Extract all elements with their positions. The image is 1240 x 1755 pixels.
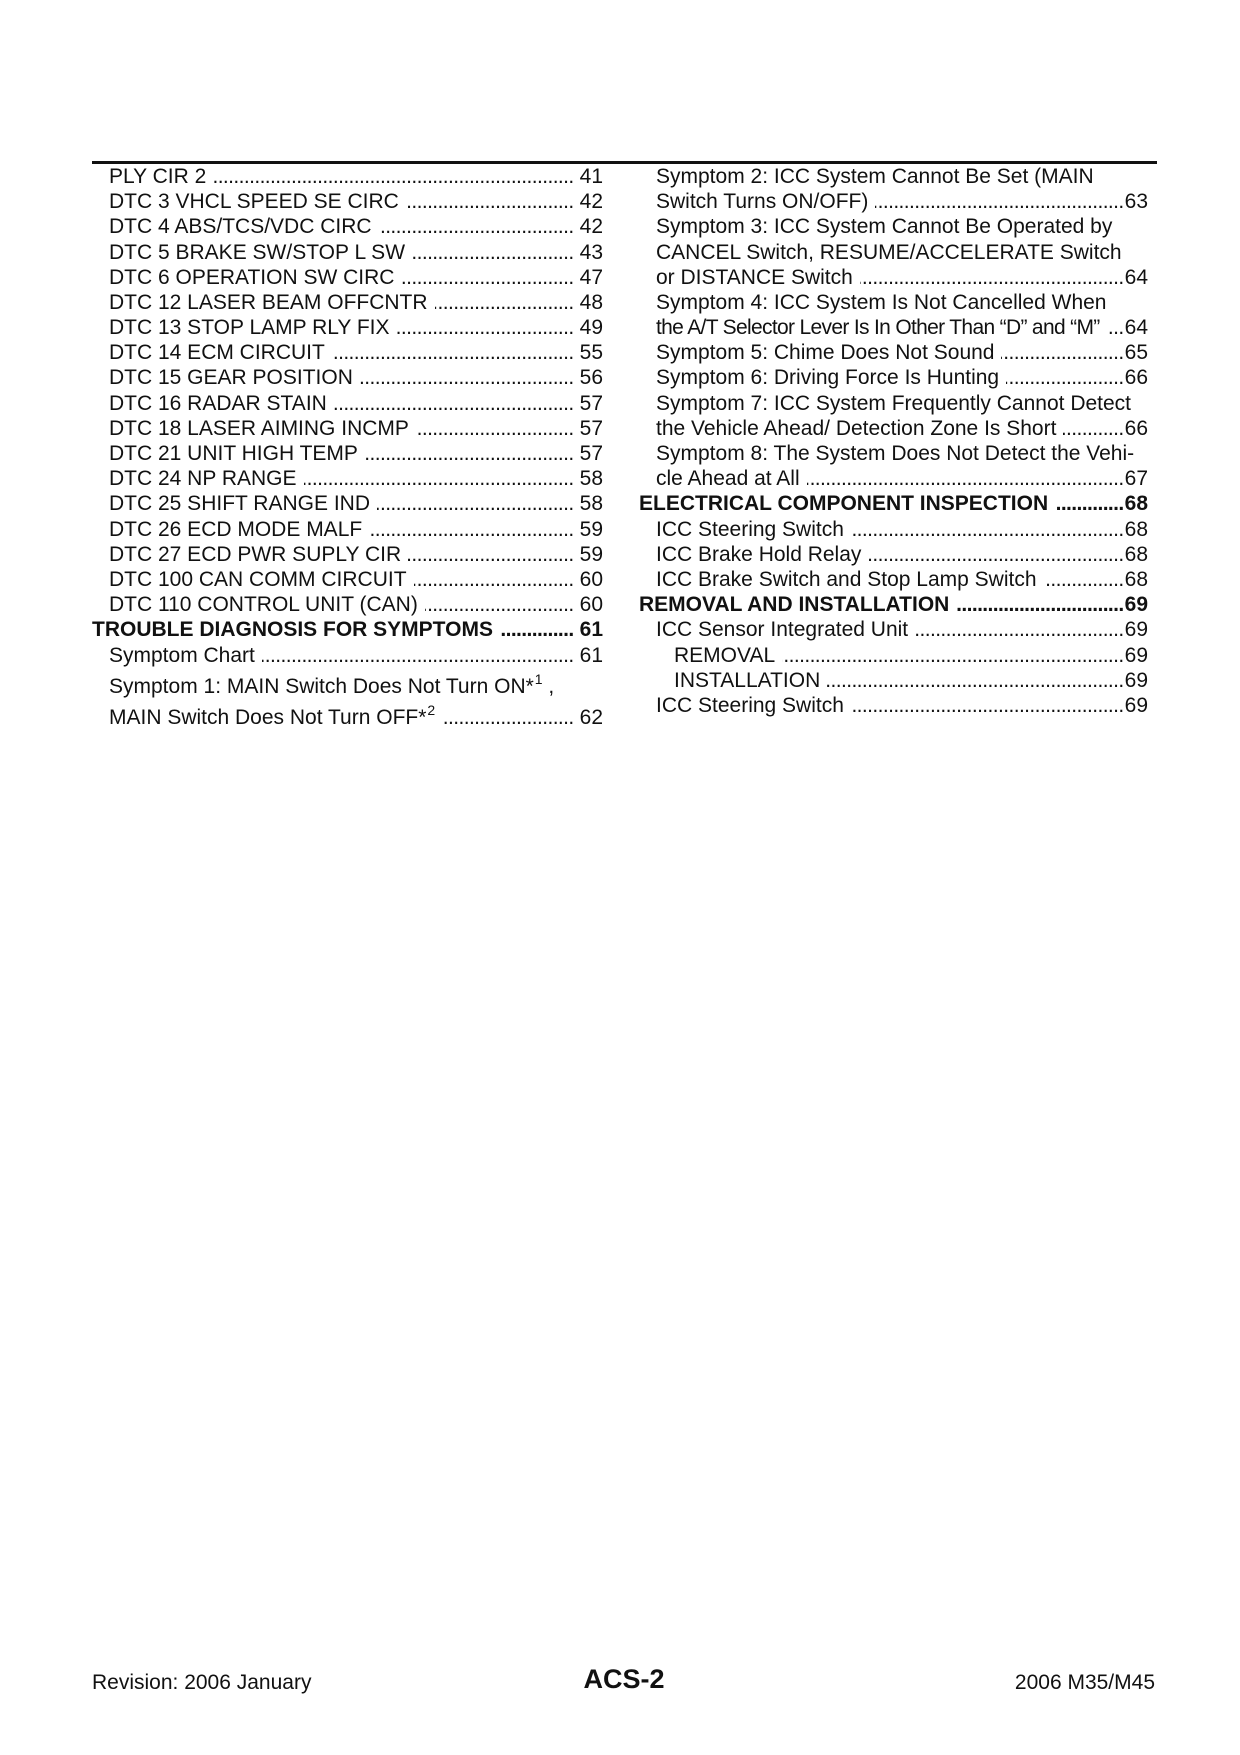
toc-entry-page: 42 bbox=[579, 215, 603, 239]
toc-entry-line bbox=[109, 214, 603, 239]
toc-entry-title: ICC Sensor Integrated Unit bbox=[656, 618, 909, 642]
toc-entry-page: 57 bbox=[579, 391, 603, 415]
toc-entry-title: DTC 3 VHCL SPEED SE CIRC bbox=[109, 190, 399, 214]
toc-entry-line bbox=[109, 567, 603, 592]
toc-entry-page: 68 bbox=[1124, 517, 1148, 541]
toc-entry[interactable] bbox=[92, 441, 603, 466]
toc-entry-line bbox=[109, 416, 603, 441]
toc-entry-page: 59 bbox=[579, 517, 603, 541]
dot-leader bbox=[406, 189, 574, 214]
toc-entry-line bbox=[109, 668, 603, 699]
dot-leader bbox=[332, 340, 574, 365]
toc-entry-line bbox=[656, 466, 1148, 491]
toc-entry-page: 41 bbox=[579, 164, 603, 188]
toc-entry-line bbox=[109, 542, 603, 567]
dot-leader bbox=[377, 491, 574, 516]
toc-entry[interactable] bbox=[92, 189, 603, 214]
toc-entry-line bbox=[656, 542, 1148, 567]
toc-entry-line bbox=[109, 240, 603, 265]
toc-entry-line bbox=[109, 366, 603, 391]
dot-leader bbox=[851, 517, 1124, 542]
toc-entry-page: 67 bbox=[1124, 467, 1148, 491]
toc-entry-title: DTC 16 RADAR STAIN bbox=[109, 391, 327, 415]
dot-leader bbox=[360, 365, 574, 390]
toc-entry-text: Symptom 1: MAIN Switch Does Not Turn ON* bbox=[109, 674, 534, 698]
toc-entry-page: 68 bbox=[1124, 567, 1148, 591]
toc-entry-page: 63 bbox=[1124, 190, 1148, 214]
toc-entry-page: 65 bbox=[1124, 341, 1148, 365]
toc-entry-title: DTC 24 NP RANGE bbox=[109, 467, 297, 491]
toc-entry-line bbox=[109, 466, 603, 491]
toc-entry[interactable] bbox=[92, 164, 603, 189]
toc-entry-line bbox=[656, 164, 1148, 189]
toc-entry-title: ICC Steering Switch bbox=[656, 517, 844, 541]
toc-entry-title: Symptom 4: ICC System Is Not Cancelled When bbox=[656, 290, 1107, 314]
footnote-marker: 1 bbox=[534, 670, 543, 687]
toc-entry-page: 62 bbox=[579, 705, 603, 729]
dot-leader bbox=[868, 542, 1123, 567]
dot-leader bbox=[500, 617, 574, 642]
toc-entry[interactable] bbox=[639, 668, 1148, 693]
toc-entry-title: DTC 13 STOP LAMP RLY FIX bbox=[109, 316, 390, 340]
toc-entry-line bbox=[109, 315, 603, 340]
dot-leader bbox=[851, 693, 1124, 718]
toc-entry-line bbox=[656, 214, 1148, 239]
toc-entry-line bbox=[674, 643, 1148, 668]
dot-leader bbox=[379, 214, 574, 239]
toc-entry-title: cle Ahead at All bbox=[656, 467, 800, 491]
toc-entry-page: 69 bbox=[1124, 618, 1148, 642]
dot-leader bbox=[1063, 416, 1123, 441]
toc-entry[interactable] bbox=[639, 643, 1148, 668]
dot-leader bbox=[807, 466, 1124, 491]
dot-leader bbox=[915, 617, 1124, 642]
toc-entry[interactable] bbox=[92, 592, 603, 617]
toc-entry-line bbox=[109, 441, 603, 466]
toc-entry[interactable] bbox=[92, 542, 603, 567]
toc-entry[interactable] bbox=[639, 340, 1148, 365]
toc-entry-title: Symptom 7: ICC System Frequently Cannot Detect bbox=[656, 391, 1132, 415]
toc-entry[interactable] bbox=[639, 441, 1148, 491]
toc-entry[interactable] bbox=[92, 466, 603, 491]
toc-entry-page: 66 bbox=[1124, 366, 1148, 390]
toc-entry-page: 69 bbox=[1124, 668, 1148, 692]
toc-entry-title: ICC Brake Hold Relay bbox=[656, 542, 862, 566]
toc-entry-page: 43 bbox=[579, 240, 603, 264]
toc-entry-title: Symptom 6: Driving Force Is Hunting bbox=[656, 366, 1000, 390]
toc-entry[interactable] bbox=[92, 643, 603, 668]
toc-entry-title: or DISTANCE Switch bbox=[656, 265, 853, 289]
dot-leader bbox=[425, 592, 574, 617]
toc-entry-title: DTC 15 GEAR POSITION bbox=[109, 366, 353, 390]
toc-entry-page: 59 bbox=[579, 542, 603, 566]
toc-entry[interactable] bbox=[639, 214, 1148, 290]
toc-entry-line bbox=[656, 240, 1148, 265]
toc-entry[interactable] bbox=[92, 214, 603, 239]
dot-leader bbox=[860, 265, 1124, 290]
toc-entry-title: DTC 5 BRAKE SW/STOP L SW bbox=[109, 240, 406, 264]
dot-leader bbox=[956, 592, 1123, 617]
toc-entry-page: 64 bbox=[1124, 316, 1148, 340]
revision-label: Revision: 2006 January bbox=[92, 1671, 312, 1694]
toc-entry-line bbox=[109, 340, 603, 365]
toc-entry-line bbox=[92, 617, 603, 642]
toc-entry-title: DTC 26 ECD MODE MALF bbox=[109, 517, 363, 541]
toc-entry-line bbox=[656, 290, 1148, 315]
toc-entry-title: ICC Brake Switch and Stop Lamp Switch bbox=[656, 567, 1037, 591]
toc-entry-line bbox=[656, 265, 1148, 290]
toc-entry-title: Symptom 3: ICC System Cannot Be Operated by bbox=[656, 215, 1113, 239]
dot-leader bbox=[397, 315, 574, 340]
toc-entry-line bbox=[639, 491, 1148, 516]
toc-entry-text: MAIN Switch Does Not Turn OFF* bbox=[109, 705, 427, 729]
toc-entry-line bbox=[656, 340, 1148, 365]
toc-entry-line bbox=[109, 290, 603, 315]
toc-entry-page: 47 bbox=[579, 265, 603, 289]
toc-entry-title: DTC 100 CAN COMM CIRCUIT bbox=[109, 567, 407, 591]
toc-entry-line bbox=[109, 391, 603, 416]
dot-leader bbox=[408, 542, 574, 567]
toc-entry[interactable] bbox=[92, 265, 603, 290]
toc-entry[interactable] bbox=[639, 366, 1148, 391]
toc-entry-line bbox=[656, 391, 1148, 416]
toc-entry-title: DTC 110 CONTROL UNIT (CAN) bbox=[109, 593, 418, 617]
dot-leader bbox=[1006, 365, 1124, 390]
toc-entry-title: the A/T Selector Lever Is In Other Than “D” and “M” bbox=[656, 316, 1100, 340]
dot-leader bbox=[334, 391, 574, 416]
page-id: ACS-2 bbox=[583, 1664, 665, 1694]
dot-leader bbox=[435, 290, 574, 315]
dot-leader bbox=[1044, 567, 1124, 592]
toc-entry-page: 58 bbox=[579, 492, 603, 516]
toc-entry-title: ICC Steering Switch bbox=[656, 693, 844, 717]
toc-entry-line bbox=[656, 366, 1148, 391]
toc-entry-page: 49 bbox=[579, 316, 603, 340]
toc-entry-title: INSTALLATION bbox=[674, 668, 821, 692]
toc-entry[interactable] bbox=[92, 290, 603, 315]
toc-entry-page: 56 bbox=[579, 366, 603, 390]
toc-entry-title bbox=[109, 670, 555, 699]
toc-entry[interactable] bbox=[92, 668, 603, 730]
toc-entry[interactable] bbox=[639, 290, 1148, 340]
toc-entry[interactable] bbox=[92, 567, 603, 592]
toc-entry-line bbox=[656, 441, 1148, 466]
toc-entry-page: 57 bbox=[579, 442, 603, 466]
toc-entry-title: DTC 12 LASER BEAM OFFCNTR bbox=[109, 290, 428, 314]
dot-leader bbox=[1055, 491, 1124, 516]
toc-entry-page: 48 bbox=[579, 290, 603, 314]
toc-entry[interactable] bbox=[639, 391, 1148, 441]
toc-entry-title: Switch Turns ON/OFF) bbox=[656, 190, 869, 214]
toc-entry-title: DTC 4 ABS/TCS/VDC CIRC bbox=[109, 215, 372, 239]
toc-entry-title: DTC 6 OPERATION SW CIRC bbox=[109, 265, 395, 289]
toc-entry-title: Symptom 5: Chime Does Not Sound bbox=[656, 341, 995, 365]
toc-entry-title: CANCEL Switch, RESUME/ACCELERATE Switch bbox=[656, 240, 1122, 264]
toc-entry-line bbox=[109, 592, 603, 617]
toc-entry-line bbox=[656, 693, 1148, 718]
toc-entry-page: 60 bbox=[579, 593, 603, 617]
toc-entry-suffix: , bbox=[542, 674, 555, 698]
toc-entry-title: REMOVAL AND INSTALLATION bbox=[639, 593, 950, 617]
toc-entry-title: ELECTRICAL COMPONENT INSPECTION bbox=[639, 492, 1049, 516]
toc-entry-page: 61 bbox=[579, 643, 603, 667]
toc-entry-line bbox=[656, 189, 1148, 214]
toc-entry[interactable] bbox=[92, 391, 603, 416]
dot-leader bbox=[412, 240, 574, 265]
toc-entry[interactable] bbox=[639, 517, 1148, 542]
toc-entry-page: 57 bbox=[579, 416, 603, 440]
toc-entry-page: 58 bbox=[579, 467, 603, 491]
toc-entry[interactable] bbox=[92, 315, 603, 340]
dot-leader bbox=[414, 567, 574, 592]
toc-section-heading[interactable] bbox=[92, 617, 603, 642]
toc-entry-line bbox=[109, 699, 603, 730]
toc-entry-title: DTC 18 LASER AIMING INCMP bbox=[109, 416, 409, 440]
toc-entry[interactable] bbox=[639, 617, 1148, 642]
toc-entry-title: DTC 14 ECM CIRCUIT bbox=[109, 341, 325, 365]
toc-entry-line bbox=[109, 517, 603, 542]
toc-entry-title: Symptom 2: ICC System Cannot Be Set (MAIN bbox=[656, 164, 1094, 188]
toc-entry-line bbox=[656, 517, 1148, 542]
toc-entry[interactable] bbox=[92, 340, 603, 365]
toc-entry-title: Symptom Chart bbox=[109, 643, 255, 667]
toc-entry[interactable] bbox=[639, 693, 1148, 718]
toc-entry[interactable] bbox=[639, 164, 1148, 214]
dot-leader bbox=[262, 643, 574, 668]
toc-entry-page: 69 bbox=[1124, 593, 1148, 617]
toc-entry[interactable] bbox=[92, 517, 603, 542]
toc-entry-line bbox=[656, 617, 1148, 642]
toc-section-heading[interactable] bbox=[639, 491, 1148, 516]
toc-entry-page: 64 bbox=[1124, 265, 1148, 289]
toc-entry-line bbox=[656, 315, 1148, 340]
toc-left-column bbox=[92, 164, 603, 730]
toc-entry-page: 66 bbox=[1124, 416, 1148, 440]
toc-entry-line bbox=[656, 567, 1148, 592]
dot-leader bbox=[827, 668, 1123, 693]
toc-entry-line bbox=[109, 643, 603, 668]
model-label: 2006 M35/M45 bbox=[1014, 1671, 1155, 1694]
toc-entry[interactable] bbox=[92, 366, 603, 391]
toc-entry-title: DTC 27 ECD PWR SUPLY CIR bbox=[109, 542, 402, 566]
toc-entry-page: 55 bbox=[579, 341, 603, 365]
toc-entry-page: 61 bbox=[579, 618, 603, 642]
dot-leader bbox=[365, 441, 574, 466]
toc-entry-title: PLY CIR 2 bbox=[109, 164, 207, 188]
toc-entry[interactable] bbox=[92, 240, 603, 265]
toc-entry-line bbox=[656, 416, 1148, 441]
dot-leader bbox=[875, 189, 1123, 214]
toc-entry-title: DTC 25 SHIFT RANGE IND bbox=[109, 492, 370, 516]
toc-entry-page: 42 bbox=[579, 190, 603, 214]
toc-entry-page: 68 bbox=[1124, 492, 1148, 516]
toc-entry-title: TROUBLE DIAGNOSIS FOR SYMPTOMS bbox=[92, 618, 493, 642]
toc-entry-title: DTC 21 UNIT HIGH TEMP bbox=[109, 442, 358, 466]
toc-entry[interactable] bbox=[639, 567, 1148, 592]
toc-entry-title: the Vehicle Ahead/ Detection Zone Is Short bbox=[656, 416, 1057, 440]
toc-entry-page: 69 bbox=[1124, 643, 1148, 667]
toc-entry[interactable] bbox=[92, 416, 603, 441]
toc-right-column bbox=[639, 164, 1148, 718]
dot-leader bbox=[442, 705, 573, 730]
dot-leader bbox=[401, 265, 573, 290]
toc-entry-line bbox=[109, 164, 603, 189]
toc-entry-page: 69 bbox=[1124, 693, 1148, 717]
toc-entry[interactable] bbox=[92, 491, 603, 516]
dot-leader bbox=[369, 517, 573, 542]
dot-leader bbox=[1001, 340, 1123, 365]
toc-entry-page: 60 bbox=[579, 567, 603, 591]
dot-leader bbox=[304, 466, 574, 491]
toc-entry-line bbox=[109, 189, 603, 214]
toc-entry-line bbox=[674, 668, 1148, 693]
toc-entry-line bbox=[109, 265, 603, 290]
toc-section-heading[interactable] bbox=[639, 592, 1148, 617]
toc-entry-line bbox=[639, 592, 1148, 617]
toc-entry-title bbox=[109, 701, 436, 730]
toc-entry-page: 68 bbox=[1124, 542, 1148, 566]
toc-entry-line bbox=[109, 491, 603, 516]
footnote-marker: 2 bbox=[427, 701, 436, 718]
dot-leader bbox=[213, 164, 573, 189]
dot-leader bbox=[782, 643, 1124, 668]
toc-entry-title: REMOVAL bbox=[674, 643, 776, 667]
dot-leader bbox=[416, 416, 574, 441]
dot-leader bbox=[1107, 315, 1124, 340]
toc-entry-title: Symptom 8: The System Does Not Detect the Vehi- bbox=[656, 442, 1135, 466]
toc-entry[interactable] bbox=[639, 542, 1148, 567]
